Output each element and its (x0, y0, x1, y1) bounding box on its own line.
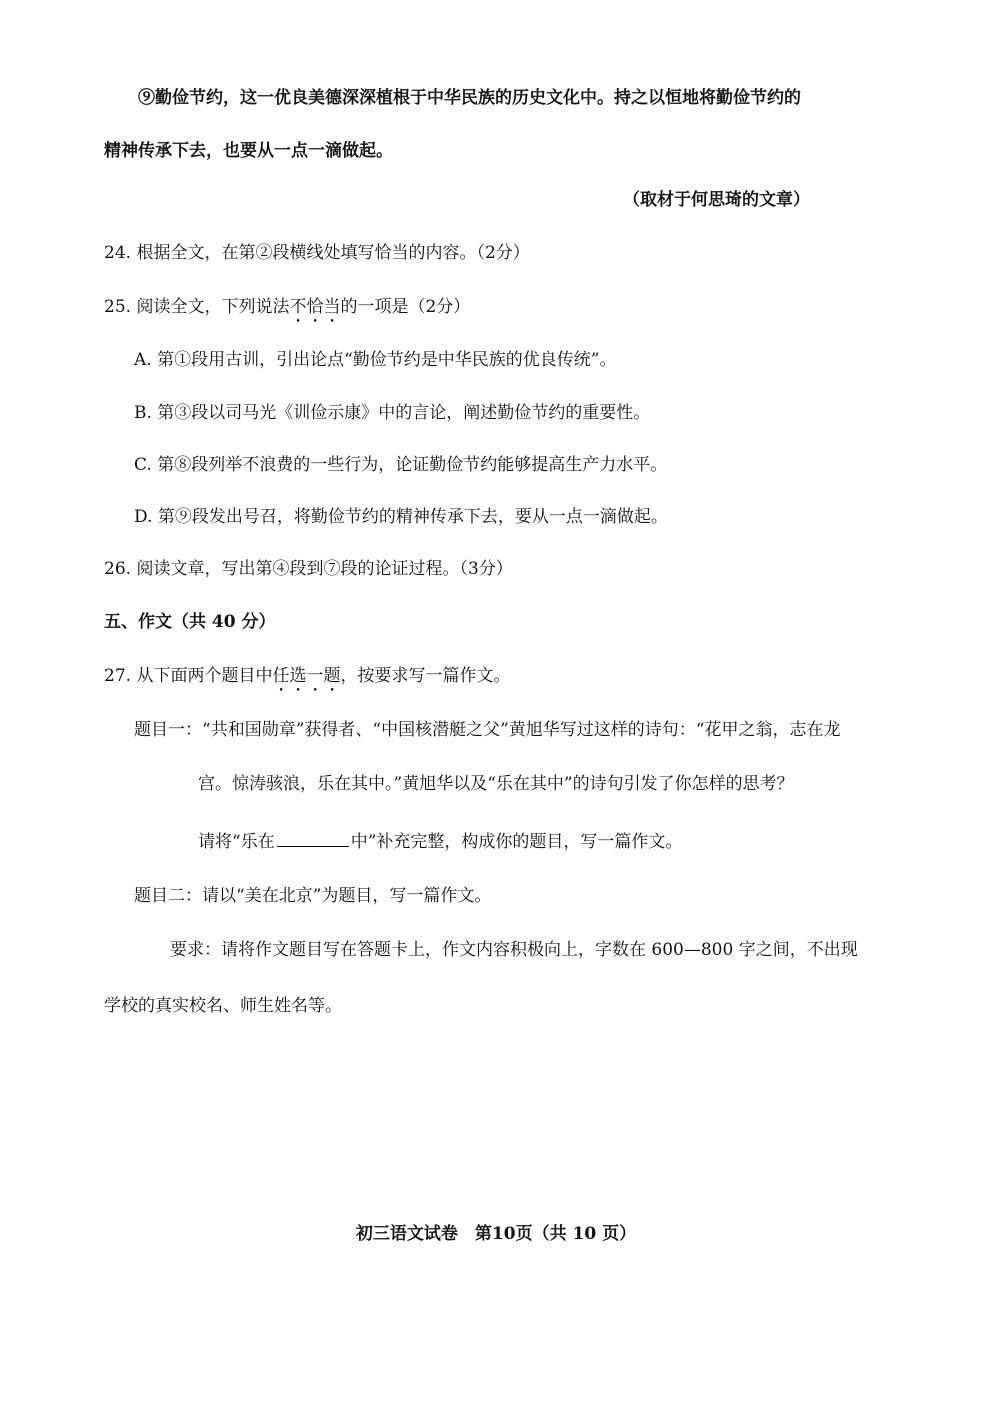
question-25-option-a: A. 第①段用古训，引出论点“勤俭节约是中华民族的优良传统”。 (134, 350, 617, 370)
emphasis-not-appropriate: 不恰当 (289, 297, 341, 317)
requirement-line2: 学校的真实校名、师生姓名等。 (104, 996, 342, 1016)
question-25-option-b: B. 第③段以司马光《训俭示康》中的言论，阐述勤俭节约的重要性。 (134, 403, 651, 423)
passage-p9-line1: ⑨勤俭节约，这一优良美德深深植根于中华民族的历史文化中。持之以恒地将勤俭节约的 (138, 88, 801, 108)
emphasis-choose-one: 任选一题 (272, 666, 341, 686)
topic-1-line3: 请将“乐在 中”补充完整，构成你的题目，写一篇作文。 (198, 828, 682, 854)
section-5-heading: 五、作文（共 40 分） (104, 612, 276, 632)
question-26: 26. 阅读文章，写出第④段到⑦段的论证过程。（3分） (104, 559, 513, 579)
requirement-line1: 要求：请将作文题目写在答题卡上，作文内容积极向上，字数在 600—800 字之间，不出现 (170, 940, 858, 960)
topic-2: 题目二：请以“美在北京”为题目，写一篇作文。 (134, 886, 492, 906)
question-25-stem: 25. 阅读全文，下列说法不恰当的一项是（2分） (104, 297, 471, 317)
topic-1-line1: 题目一：“共和国勋章”获得者、“中国核潜艇之父”黄旭华写过这样的诗句：“花甲之翁，志在龙 (134, 720, 841, 740)
question-27-stem: 27. 从下面两个题目中任选一题，按要求写一篇作文。 (104, 666, 511, 686)
topic-1-line2: 宫。惊涛骇浪，乐在其中。”黄旭华以及“乐在其中”的诗句引发了你怎样的思考？ (198, 774, 794, 794)
page-footer: 初三语文试卷 第10页（共 10 页） (355, 1224, 637, 1244)
passage-p9-line2: 精神传承下去，也要从一点一滴做起。 (104, 141, 393, 161)
passage-source: （取材于何思琦的文章） (623, 190, 810, 210)
fill-in-blank (277, 828, 349, 847)
question-25-option-c: C. 第⑧段列举不浪费的一些行为，论证勤俭节约能够提高生产力水平。 (134, 455, 668, 475)
question-24: 24. 根据全文，在第②段横线处填写恰当的内容。（2分） (104, 243, 530, 263)
question-25-option-d: D. 第⑨段发出号召，将勤俭节约的精神传承下去，要从一点一滴做起。 (134, 507, 668, 527)
